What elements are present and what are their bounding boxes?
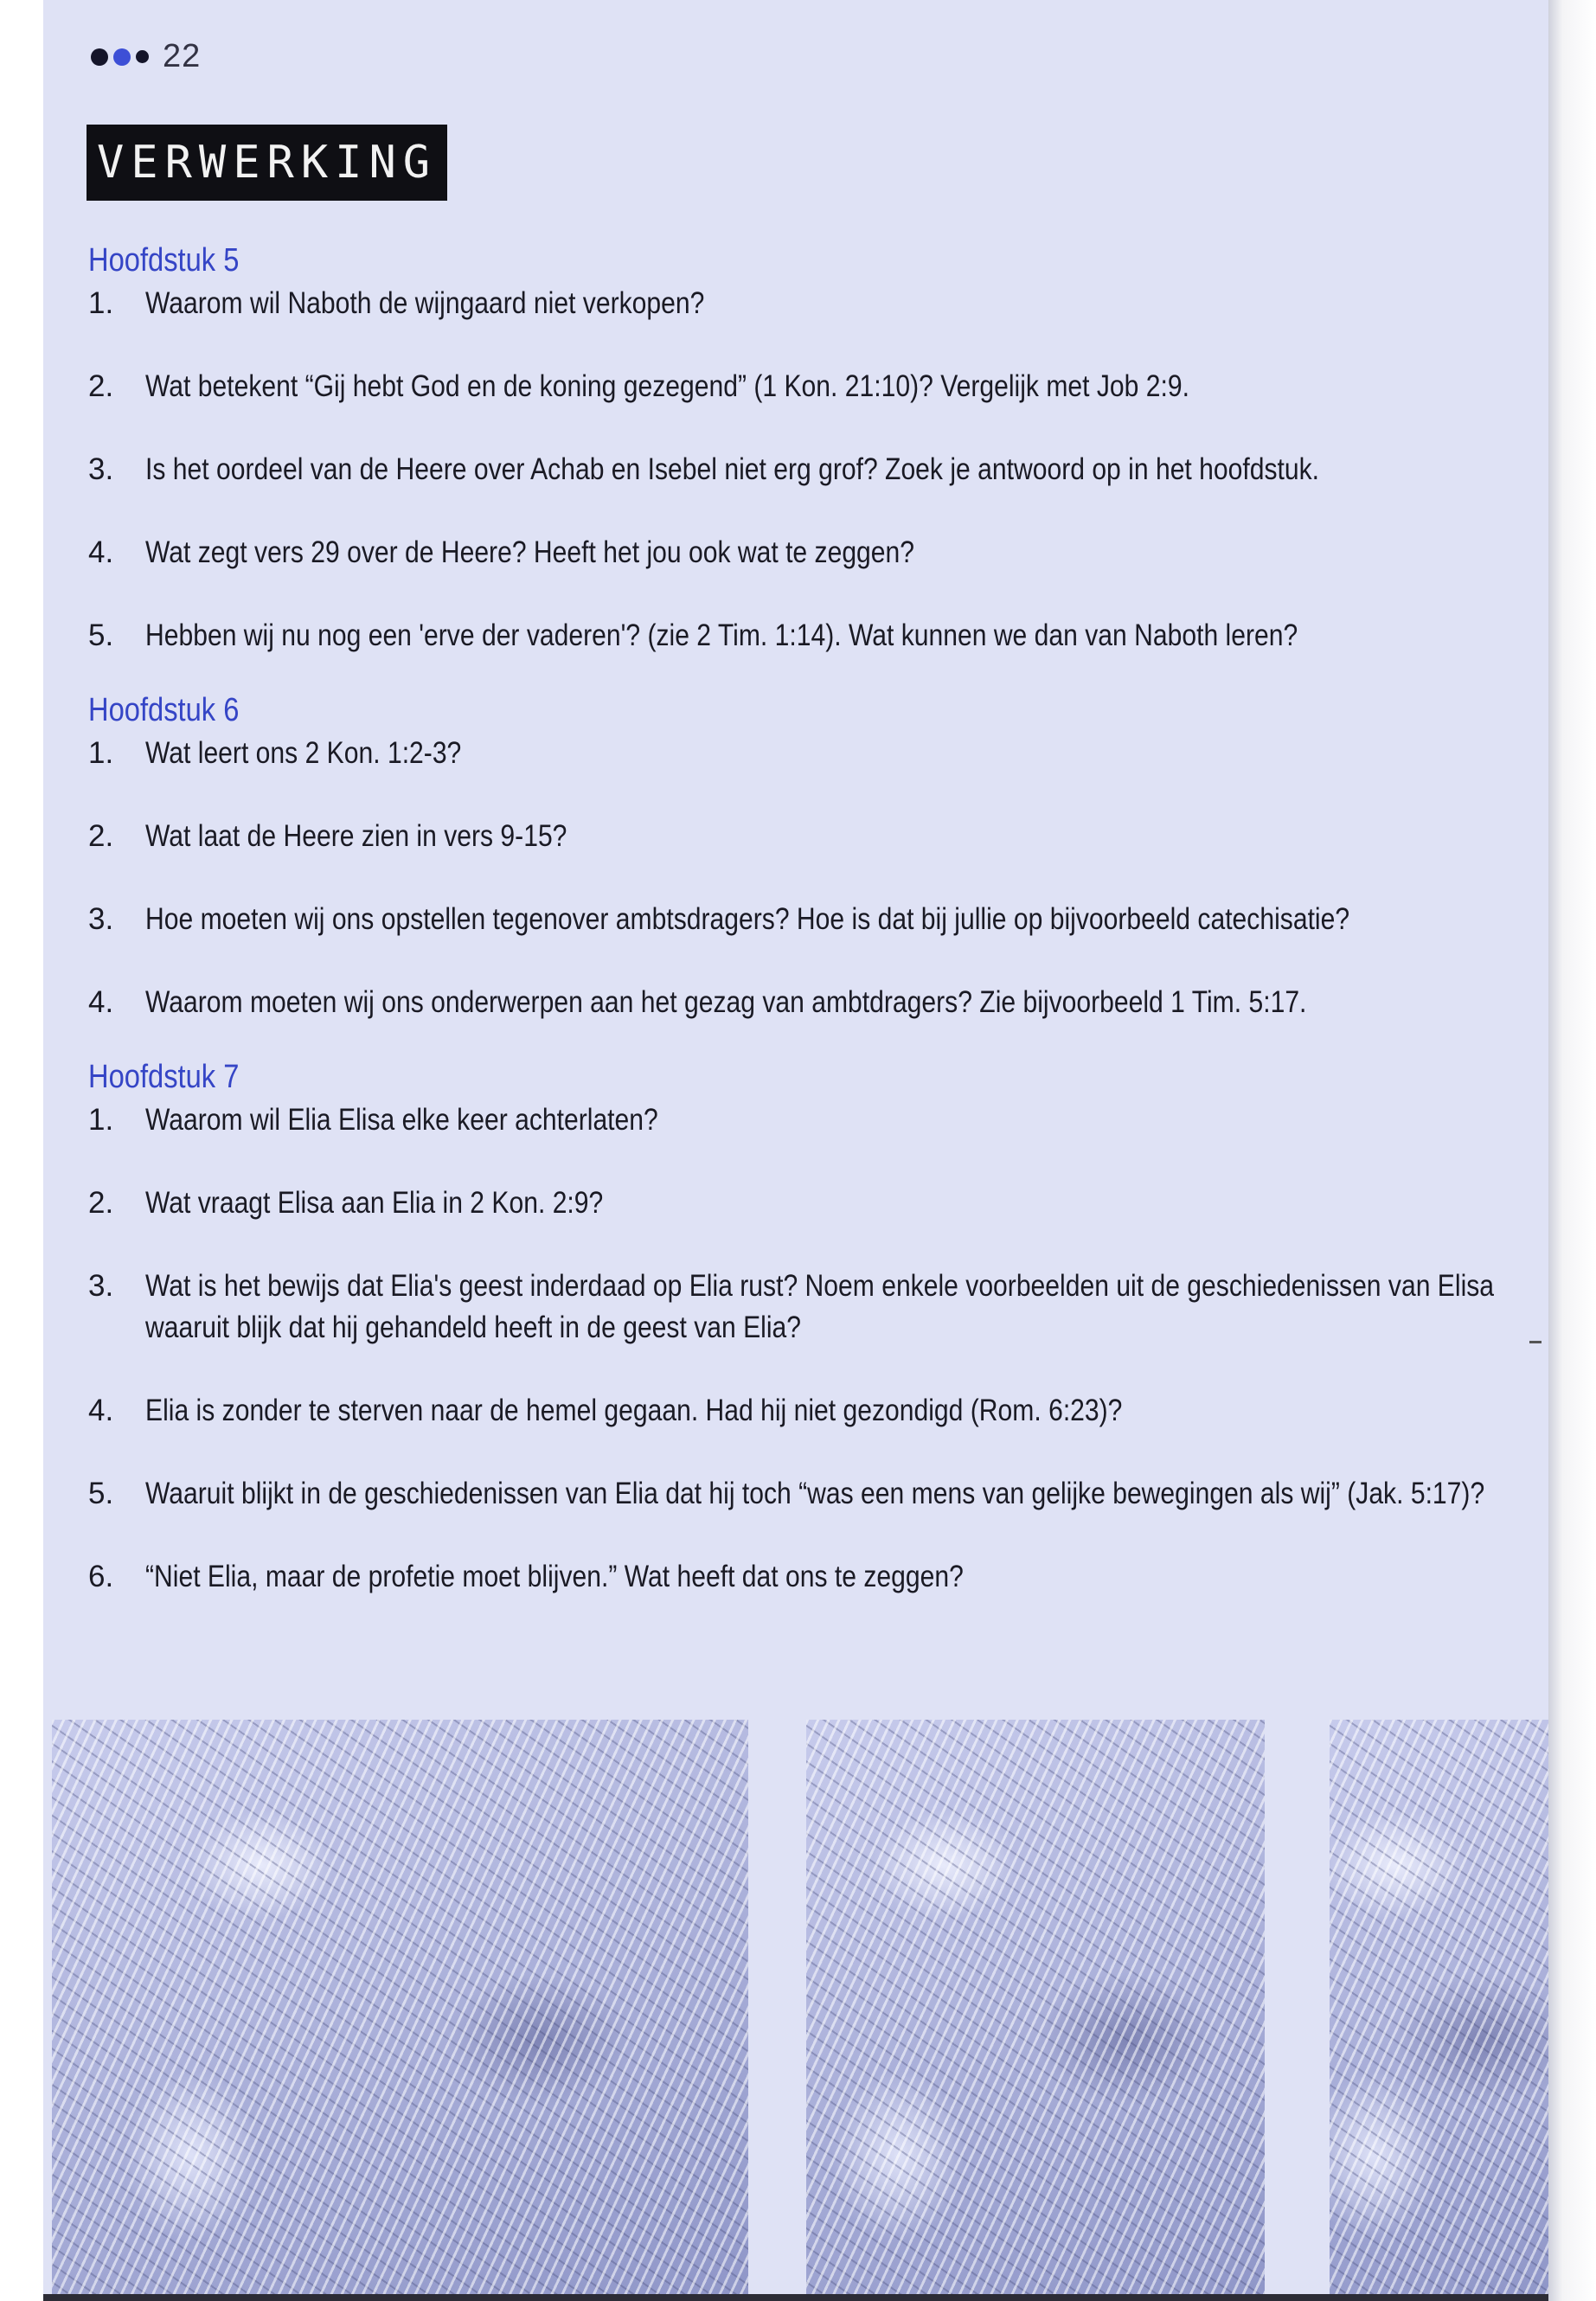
chapter-title: Hoofdstuk 7 [88, 1059, 240, 1095]
question-list [88, 283, 1524, 657]
question-item [88, 982, 1524, 1023]
page-number: 22 [163, 38, 202, 74]
crowd-photo-center [806, 1720, 1265, 2301]
question-text: “Niet Elia, maar de profetie moet blijven.” Wat heeft dat ons te zeggen? [145, 1560, 964, 1593]
question-item [88, 1183, 1524, 1224]
crowd-photo-left [52, 1720, 748, 2301]
chapter-7 [88, 1054, 1524, 1598]
question-number: 6. [88, 1560, 114, 1593]
question-item [88, 532, 1524, 574]
question-text: Wat vraagt Elisa aan Elia in 2 Kon. 2:9? [145, 1186, 604, 1220]
question-number: 3. [88, 902, 114, 936]
question-number: 2. [88, 1186, 114, 1220]
question-item [88, 1390, 1524, 1432]
question-number: 4. [88, 1394, 114, 1427]
question-number: 1. [88, 736, 114, 770]
question-number: 5. [88, 619, 114, 652]
question-text: Is het oordeel van de Heere over Achab en Isebel niet erg grof? Zoek je antwoord op in het hoofdstuk. [145, 452, 1320, 486]
bullet-dot-icon [91, 48, 108, 66]
question-list [88, 733, 1524, 1023]
question-text: Hebben wij nu nog een 'erve der vaderen'? (zie 2 Tim. 1:14). Wat kunnen we dan van Naboth leren? [145, 619, 1298, 652]
page-header [91, 38, 201, 75]
question-item [88, 899, 1524, 940]
question-item [88, 816, 1524, 857]
question-text: Wat laat de Heere zien in vers 9-15? [145, 819, 567, 853]
question-item [88, 366, 1524, 407]
bullet-dot-icon [113, 48, 131, 66]
question-text: Wat leert ons 2 Kon. 1:2-3? [145, 736, 462, 770]
question-text: Wat betekent “Gij hebt God en de koning gezegend” (1 Kon. 21:10)? Vergelijk met Job 2:9. [145, 369, 1189, 403]
question-number: 5. [88, 1477, 114, 1510]
question-text: Hoe moeten wij ons opstellen tegenover ambtsdragers? Hoe is dat bij jullie op bijvoorbeeld catechisatie? [145, 902, 1350, 936]
question-item [88, 1473, 1524, 1515]
question-number: 2. [88, 369, 114, 403]
question-item [88, 449, 1524, 490]
question-item [88, 1099, 1524, 1141]
question-item [88, 1556, 1524, 1598]
question-item [88, 283, 1524, 324]
question-number: 4. [88, 535, 114, 569]
question-item [88, 615, 1524, 657]
question-list [88, 1099, 1524, 1598]
page-bottom-edge [43, 2294, 1548, 2301]
question-text: Elia is zonder te sterven naar de hemel gegaan. Had hij niet gezondigd (Rom. 6:23)? [145, 1394, 1123, 1427]
page-edge-strip [1548, 0, 1596, 2301]
question-number: 3. [88, 452, 114, 486]
questions-content [88, 238, 1524, 1629]
question-text: Waarom moeten wij ons onderwerpen aan het gezag van ambtdragers? Zie bijvoorbeeld 1 Tim. 5:17. [145, 985, 1307, 1019]
section-title-banner: VERWERKING [88, 126, 445, 199]
edge-mark [1529, 1341, 1542, 1343]
question-text: Waarom wil Elia Elisa elke keer achterlaten? [145, 1103, 658, 1137]
chapter-6 [88, 688, 1524, 1023]
question-number: 1. [88, 286, 114, 320]
question-number: 2. [88, 819, 114, 853]
crowd-photo-right [1330, 1720, 1548, 2301]
question-item [88, 733, 1524, 774]
question-text: Waaruit blijkt in de geschiedenissen van Elia dat hij toch “was een mens van gelijke bewegingen als wij” (Jak. 5:17)? [145, 1477, 1485, 1510]
question-text: Wat is het bewijs dat Elia's geest inderdaad op Elia rust? Noem enkele voorbeelden uit de geschiedenissen van Elisa waaruit blijk dat hij gehandeld heeft in de geest van Elia? [145, 1269, 1495, 1344]
bullet-dot-icon [136, 50, 149, 63]
question-number: 3. [88, 1269, 114, 1303]
question-item [88, 1266, 1524, 1349]
question-text: Wat zegt vers 29 over de Heere? Heeft het jou ook wat te zeggen? [145, 535, 915, 569]
chapter-title: Hoofdstuk 6 [88, 692, 240, 728]
chapter-title: Hoofdstuk 5 [88, 242, 240, 279]
question-number: 4. [88, 985, 114, 1019]
chapter-5 [88, 238, 1524, 657]
question-text: Waarom wil Naboth de wijngaard niet verkopen? [145, 286, 705, 320]
question-number: 1. [88, 1103, 114, 1137]
